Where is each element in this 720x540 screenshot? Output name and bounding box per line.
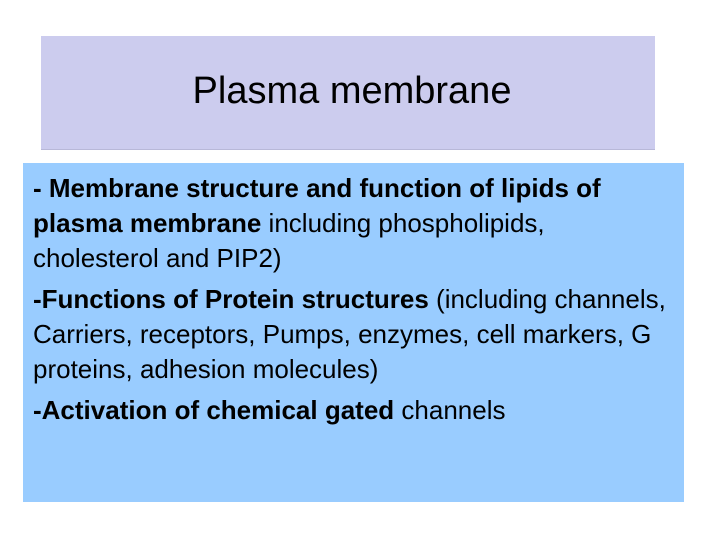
bullet-1-normal-text: including phospholipids, cholesterol and PIP2): [33, 208, 545, 273]
content-box: [23, 163, 684, 502]
bullet-paragraph-1: [33, 171, 674, 276]
bullet-2-bold-text: -Functions of Protein structures: [33, 284, 429, 314]
bullet-3-bold-text: -Activation of chemical gated: [33, 395, 395, 425]
bullet-paragraph-3: [33, 393, 674, 428]
bullet-1-bold-text: - Membrane structure and function of lipids of plasma membrane: [33, 173, 601, 238]
bullet-paragraph-2: [33, 282, 674, 387]
bullet-3-normal-text: channels: [394, 395, 506, 425]
title-box: [41, 36, 655, 150]
bullet-2-normal-text: (including channels, Carriers, receptors, Pumps, enzymes, cell markers, G proteins, adhesion molecules): [33, 284, 666, 384]
slide-title: Plasma membrane: [192, 70, 512, 112]
